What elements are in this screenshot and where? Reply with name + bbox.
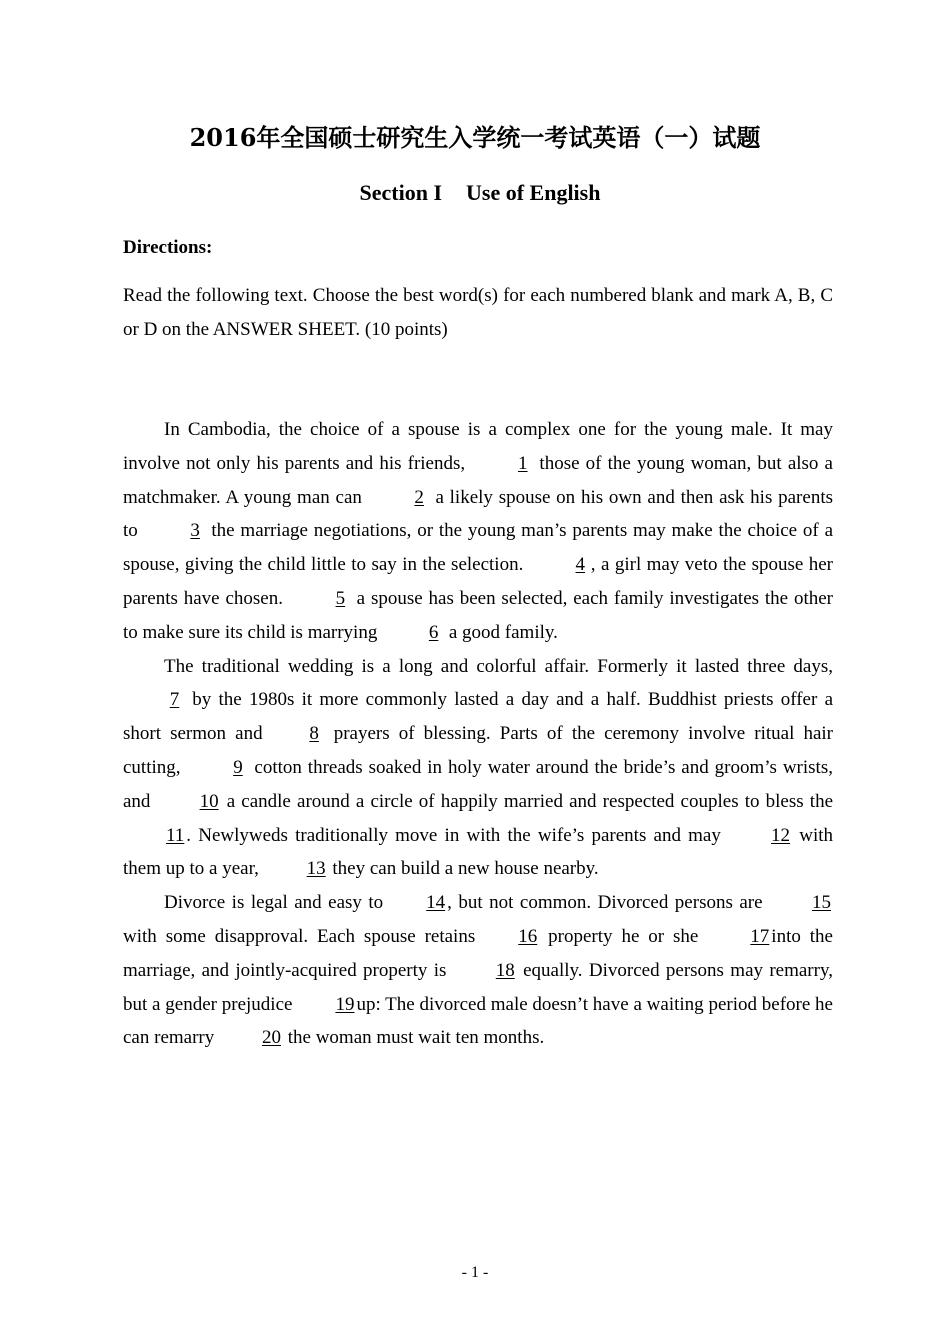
page-number: - 1 - bbox=[461, 1264, 489, 1281]
passage-text: up: The divorced male doesn’t have a waiting period before he can remarry bbox=[123, 993, 833, 1049]
passage-text: a candle around a circle of happily married and respected couples to bless the bbox=[220, 790, 833, 812]
passage-text: the marriage negotiations, or the young man’s parents may make the choice of a spouse, giving the child little to say in the selection. bbox=[123, 520, 834, 576]
passage-text: with some disapproval. Each spouse retains bbox=[123, 925, 476, 947]
blank-16: 16 bbox=[518, 925, 538, 947]
passage-text: those of the young woman, but also a matchmaker. A young man can bbox=[123, 452, 833, 508]
passage-text: property he or she bbox=[539, 925, 708, 947]
page-title: 2016年全国硕士研究生入学统一考试英语（一）试题 bbox=[189, 123, 761, 152]
blank-14: 14 bbox=[426, 892, 446, 914]
blank-19: 19 bbox=[335, 993, 355, 1015]
blank-20: 20 bbox=[262, 1027, 281, 1049]
blank-17: 17 bbox=[750, 925, 770, 947]
blank-9: 9 bbox=[233, 756, 243, 778]
section-heading bbox=[0, 180, 950, 206]
section-name: Use of English bbox=[466, 180, 601, 205]
passage-text: with them up to a year, bbox=[123, 824, 834, 880]
passage-text: . Newlyweds traditionally move in with the wife’s parents and may bbox=[186, 824, 729, 846]
directions-heading: Directions: bbox=[123, 237, 213, 258]
cloze-passage bbox=[123, 413, 833, 1055]
passage-text: into the marriage, and jointly-acquired property is bbox=[123, 925, 833, 981]
passage-text: by the 1980s it more commonly lasted a day and a half. Buddhist priests offer a short sermon and bbox=[123, 689, 833, 745]
blank-8: 8 bbox=[309, 723, 319, 745]
passage-text: The traditional wedding is a long and colorful affair. Formerly it lasted three days, bbox=[164, 655, 833, 677]
blank-12: 12 bbox=[771, 824, 791, 846]
passage-text: a spouse has been selected, each family investigates the other to make sure its child is marrying bbox=[123, 587, 833, 643]
passage-text: Divorce is legal and easy to bbox=[164, 892, 384, 914]
passage-text: prayers of blessing. Parts of the ceremony involve ritual hair cutting, bbox=[123, 723, 834, 778]
passage-text: they can build a new house nearby. bbox=[327, 858, 599, 880]
passage-text: the woman must wait ten months. bbox=[283, 1027, 545, 1049]
blank-5: 5 bbox=[335, 587, 346, 609]
section-label: Section I bbox=[359, 180, 442, 205]
blank-3: 3 bbox=[190, 520, 200, 542]
blank-10: 10 bbox=[199, 790, 219, 812]
passage-text: a likely spouse on his own and then ask his parents to bbox=[123, 486, 833, 542]
passage-text: equally. Divorced persons may remarry, but a gender prejudice bbox=[123, 959, 833, 1015]
passage-text: a good family. bbox=[444, 621, 558, 643]
blank-1: 1 bbox=[518, 452, 528, 474]
blank-18: 18 bbox=[495, 959, 515, 981]
passage-text: , a girl may veto the spouse her parents have chosen. bbox=[123, 554, 834, 609]
passage-text: cotton threads soaked in holy water around the bride’s and groom’s wrists, and bbox=[123, 756, 833, 812]
passage-paragraph bbox=[123, 413, 833, 650]
passage-paragraph bbox=[123, 650, 833, 887]
passage-text: In Cambodia, the choice of a spouse is a complex one for the young male. It may involve not only his parents and his friends, bbox=[123, 419, 833, 474]
blank-13: 13 bbox=[306, 858, 326, 880]
passage-paragraph bbox=[123, 886, 833, 1055]
instructions-text: Read the following text. Choose the best word(s) for each numbered blank and mark A, B, C or D on the ANSWER SHEET. (10 points) bbox=[123, 285, 833, 340]
blank-6: 6 bbox=[428, 621, 439, 643]
blank-11: 11 bbox=[166, 824, 185, 846]
blank-2: 2 bbox=[414, 486, 424, 508]
blank-4: 4 bbox=[575, 554, 586, 576]
passage-text: , but not common. Divorced persons are bbox=[447, 892, 770, 914]
blank-7: 7 bbox=[169, 689, 180, 711]
blank-15: 15 bbox=[812, 892, 832, 914]
